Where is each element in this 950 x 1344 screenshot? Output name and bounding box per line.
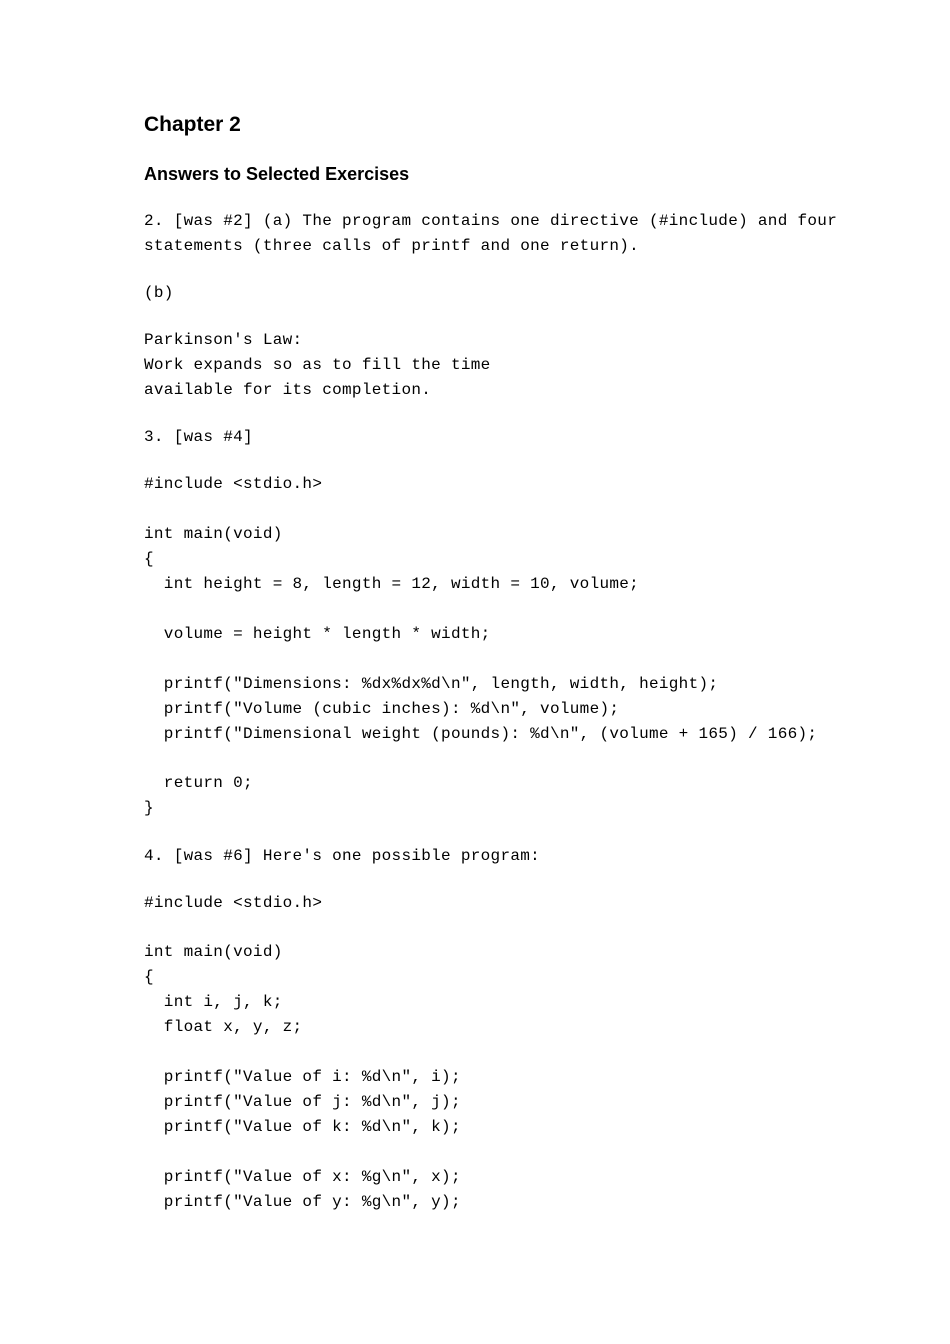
code-line: float x, y, z; — [144, 1018, 303, 1036]
code-line: volume = height * length * width; — [144, 625, 491, 643]
code-line: printf("Value of j: %d\n", j); — [144, 1093, 461, 1111]
chapter-heading: Chapter 2 — [144, 113, 241, 136]
code-line: printf("Value of x: %g\n", x); — [144, 1168, 461, 1186]
exercise-2-output-line-1: Parkinson's Law: — [144, 331, 303, 349]
code-line: #include <stdio.h> — [144, 894, 323, 912]
code-line: printf("Value of i: %d\n", i); — [144, 1068, 461, 1086]
code-line: printf("Volume (cubic inches): %d\n", volume); — [144, 700, 620, 718]
code-line: { — [144, 550, 154, 568]
code-line: } — [144, 799, 154, 817]
code-line: { — [144, 968, 154, 986]
code-line: return 0; — [144, 774, 253, 792]
code-line: int main(void) — [144, 943, 283, 961]
code-line: printf("Value of k: %d\n", k); — [144, 1118, 461, 1136]
exercise-2-output-line-2: Work expands so as to fill the time — [144, 356, 491, 374]
exercise-2-text-line-1: 2. [was #2] (a) The program contains one directive (#include) and four — [144, 212, 838, 230]
code-line: int i, j, k; — [144, 993, 283, 1011]
exercise-2-output-line-3: available for its completion. — [144, 381, 432, 399]
code-line: printf("Dimensions: %dx%dx%d\n", length, width, height); — [144, 675, 719, 693]
code-line: printf("Value of y: %g\n", y); — [144, 1193, 461, 1211]
code-line: #include <stdio.h> — [144, 475, 323, 493]
exercise-4-label: 4. [was #6] Here's one possible program: — [144, 847, 541, 865]
exercise-3-label: 3. [was #4] — [144, 428, 253, 446]
section-heading: Answers to Selected Exercises — [144, 164, 410, 184]
exercise-2-part-b: (b) — [144, 284, 174, 302]
code-line: int main(void) — [144, 525, 283, 543]
exercise-2-text-line-2: statements (three calls of printf and one return). — [144, 237, 640, 255]
code-line: int height = 8, length = 12, width = 10, volume; — [144, 575, 640, 593]
code-line: printf("Dimensional weight (pounds): %d\n", (volume + 165) / 166); — [144, 725, 818, 743]
